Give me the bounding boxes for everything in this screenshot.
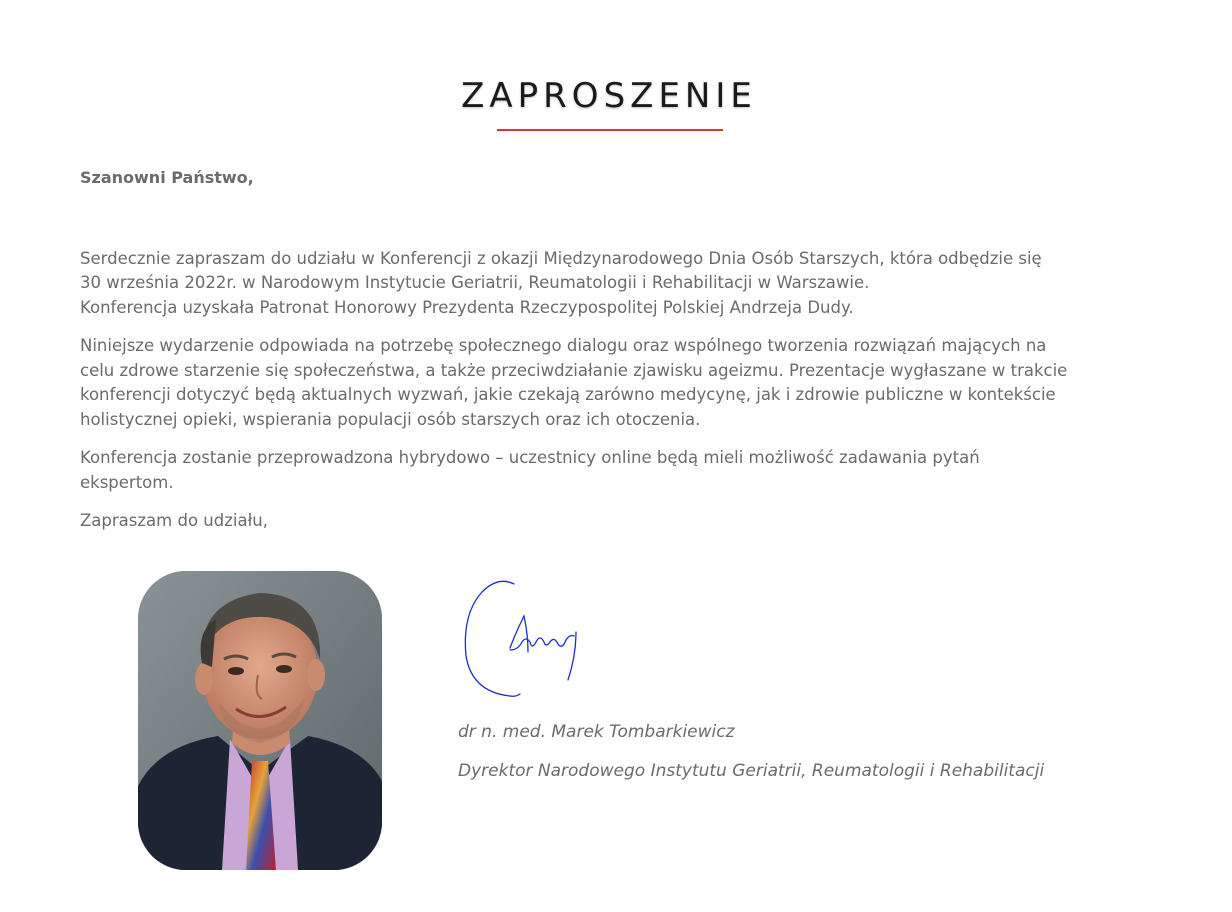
paragraph-1 — [80, 247, 1150, 321]
signer-name: dr n. med. Marek Tombarkiewicz — [458, 722, 735, 742]
paragraph-line: Serdecznie zapraszam do udziału w Konferencji z okazji Międzynarodowego Dnia Osób Starszych, która odbędzie się — [80, 248, 1042, 268]
paragraph-line: konferencji dotyczyć będą aktualnych wyzwań, jakie czekają zarówno medycynę, jak i zdrowie publiczne w kontekście — [80, 385, 1056, 404]
paragraph-line: 30 września 2022r. w Narodowym Instytucie Geriatrii, Reumatologii i Rehabilitacji w Warszawie. — [80, 273, 870, 292]
paragraph-2 — [80, 334, 1150, 432]
closing-line: Zapraszam do udziału, — [80, 511, 268, 530]
title-underline — [497, 129, 723, 131]
portrait-illustration — [138, 571, 382, 870]
paragraph-line: Konferencja zostanie przeprowadzona hybrydowo – uczestnicy online będą mieli możliwość zadawania pytań — [80, 448, 980, 467]
paragraph-4 — [80, 509, 1150, 534]
page-title: ZAPROSZENIE — [461, 76, 757, 116]
handwritten-signature — [458, 576, 588, 700]
paragraph-line: celu zdrowe starzenie się społeczeństwa, a także przeciwdziałanie zjawisku ageizmu. Prezentacje wygłaszane w trakcie — [80, 360, 1068, 380]
paragraph-line: holistycznej opieki, wspierania populacji osób starszych oraz ich otoczenia. — [80, 409, 701, 429]
greeting: Szanowni Państwo, — [80, 168, 254, 187]
paragraph-line: ekspertom. — [80, 472, 174, 492]
title-container — [0, 76, 1218, 116]
author-photo — [138, 571, 382, 870]
paragraph-3 — [80, 446, 1150, 495]
paragraph-line: Konferencja uzyskała Patronat Honorowy Prezydenta Rzeczypospolitej Polskiej Andrzeja Dudy. — [80, 297, 854, 317]
signer-role: Dyrektor Narodowego Instytutu Geriatrii, Reumatologii i Rehabilitacji — [458, 761, 1045, 781]
paragraph-line: Niniejsze wydarzenie odpowiada na potrzebę społecznego dialogu oraz wspólnego tworzenia rozwiązań mających na — [80, 336, 1047, 355]
letter-body — [80, 166, 1150, 548]
